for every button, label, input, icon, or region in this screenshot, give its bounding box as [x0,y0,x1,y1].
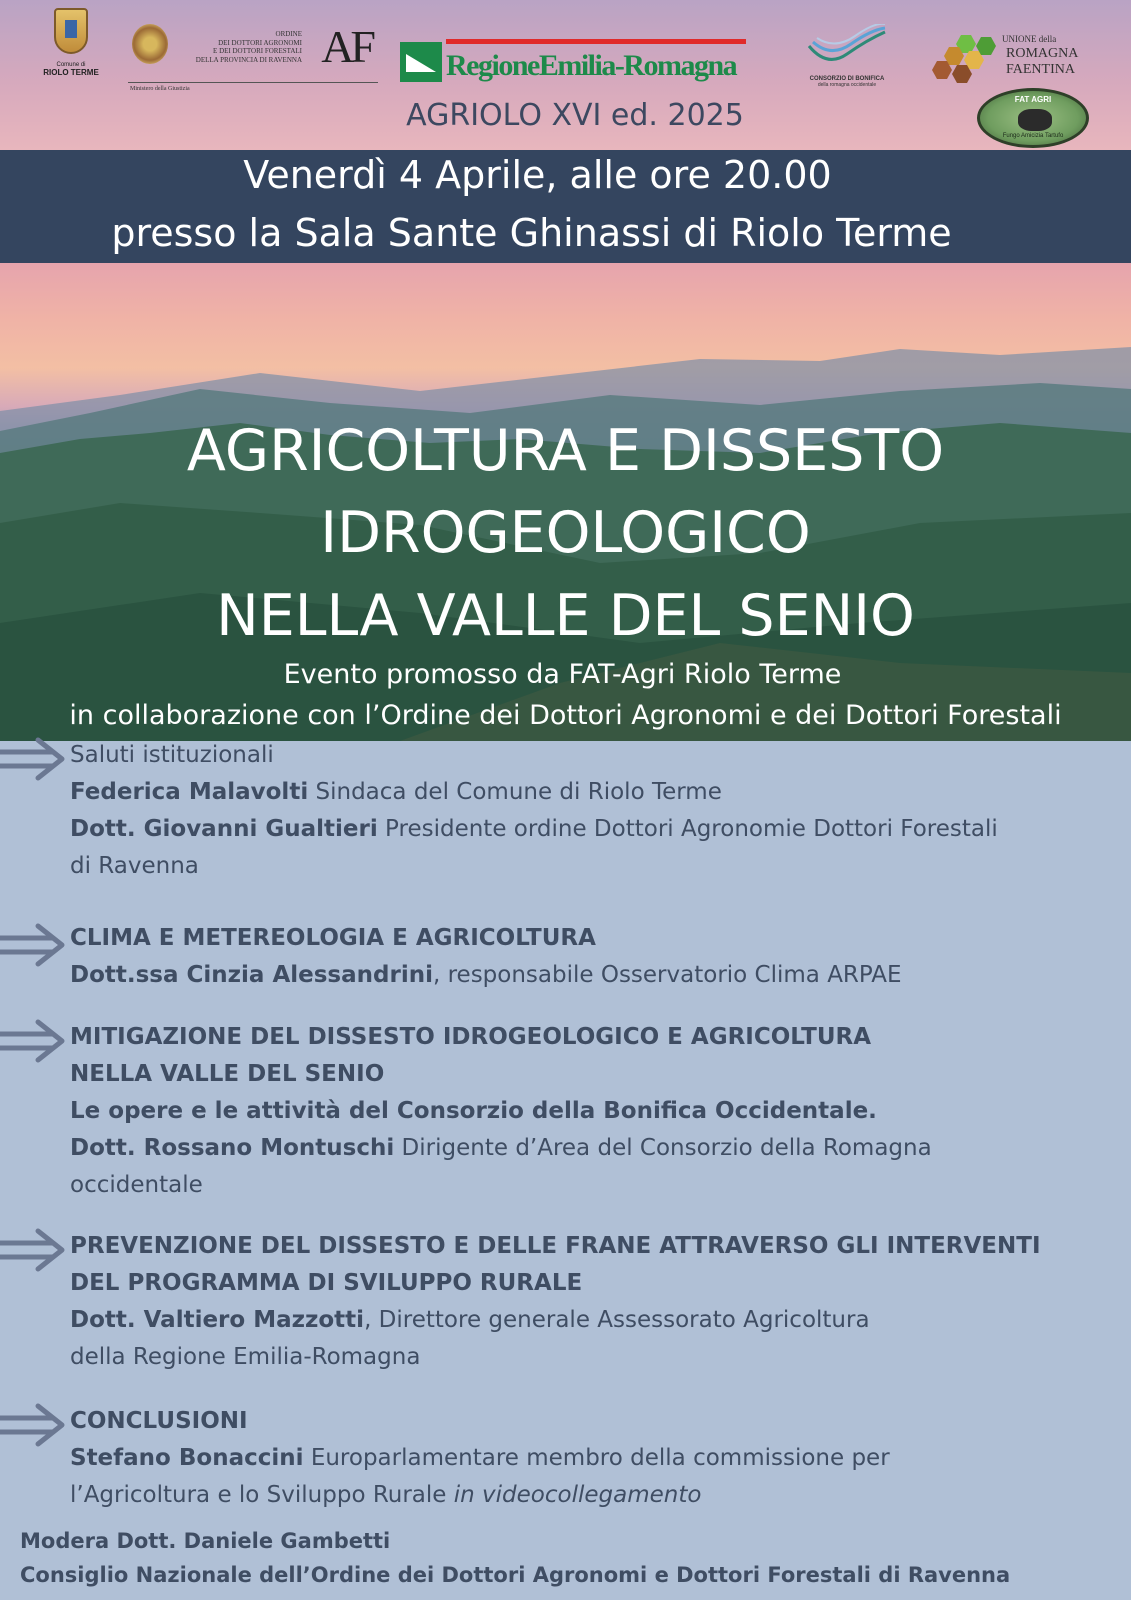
hero-title-line2: IDROGEOLOGICO [320,500,811,566]
speaker-name: Stefano Bonaccini [70,1445,304,1471]
regione-name: RegioneEmilia-Romagna [446,49,737,82]
hero-subtitle-line1: Evento promosso da FAT-Agri Riolo Terme [283,659,842,690]
arrow-right-icon [0,923,66,967]
speaker-name: Dott. Rossano Montuschi [70,1135,395,1161]
speaker-name: Dott. Giovanni Gualtieri [70,816,378,842]
program-section [0,741,1131,1600]
speaker-role: Sindaca del Comune di Riolo Terme [308,779,722,805]
moderator-affiliation: Consiglio Nazionale dell’Ordine dei Dottori Agronomi e Dottori Forestali di Ravenna [20,1563,1011,1587]
arrow-right-icon [0,737,66,781]
consorzio-line1: CONSORZIO DI BONIFICA [809,76,885,82]
speaker-role: Dirigente d’Area del Consorzio della Romagna [394,1135,932,1161]
mitigazione-block [70,1019,932,1204]
logo-divider [128,82,378,83]
speaker-name: Dott. Valtiero Mazzotti [70,1307,365,1333]
remote-note: in videocollegamento [453,1482,702,1508]
fat-agri-top-text: FAT AGRI [1014,95,1052,104]
session-heading: PREVENZIONE DEL DISSESTO E DELLE FRANE ATTRAVERSO GLI INTERVENTI [70,1233,1041,1259]
regione-emilia-romagna-logo [400,39,748,89]
riolo-logo-line2: RIOLO TERME [43,68,99,77]
speaker-role: , Direttore generale Assessorato Agricoltura [364,1307,870,1333]
session-heading-cont: NELLA VALLE DEL SENIO [70,1061,385,1087]
session-heading-cont: DEL PROGRAMMA DI SVILUPPO RURALE [70,1270,583,1296]
speaker-role-cont: l’Agricoltura e lo Sviluppo Rurale [70,1482,454,1508]
speaker-role-cont: della Regione Emilia-Romagna [70,1344,421,1370]
event-date: Venerdì 4 Aprile, alle ore 20.00 [243,153,832,197]
hero-subtitle-line2: in collaborazione con l’Ordine dei Dottori Agronomi e dei Dottori Forestali [69,700,1062,731]
hero-title-line3: NELLA VALLE DEL SENIO [216,583,915,649]
fat-agri-bottom-text: Fungo Amicizia Tartufo [1002,133,1064,139]
consorzio-line2: della romagna occidentale [817,82,877,88]
waves-icon [807,24,887,76]
saluti-heading: Saluti istituzionali [70,742,274,768]
regione-flag-icon [400,42,442,82]
unione-line2: ROMAGNA [1006,46,1079,61]
riolo-terme-logo [40,8,102,94]
unione-line3: FAENTINA [1006,62,1075,77]
ministry-caption: Ministero della Giustizia [130,86,190,92]
prevenzione-block [70,1228,1041,1376]
header [0,0,1131,150]
consorzio-bonifica-logo [792,24,902,104]
moderator-line: Modera Dott. Daniele Gambetti [20,1529,391,1553]
session-subtitle: Le opere e le attività del Consorzio della Bonifica Occidentale. [70,1098,877,1124]
hero-title-line1: AGRICOLTURA E DISSESTO [186,418,945,484]
session-heading: CONCLUSIONI [70,1408,248,1434]
ordine-agronomi-logo [128,21,378,94]
date-venue-band [0,150,1131,263]
arrow-right-icon [0,1019,66,1063]
af-monogram: AF [321,21,372,72]
conclusioni-block [70,1403,890,1514]
unione-line1: UNIONE della [1002,34,1057,44]
session-heading: MITIGAZIONE DEL DISSESTO IDROGEOLOGICO E AGRICOLTURA [70,1024,872,1050]
clima-block [70,920,902,994]
speaker-role-cont: di Ravenna [70,853,199,879]
session-heading: CLIMA E METEREOLOGIA E AGRICOLTURA [70,925,596,951]
arrow-right-icon [0,1228,66,1272]
speaker-name: Dott.ssa Cinzia Alessandrini [70,962,433,988]
red-stripe [446,39,746,44]
saluti-block [70,737,998,885]
ordine-logo-text: ORDINE DEI DOTTORI AGRONOMI E DEI DOTTORI FORESTALI DELLA PROVINCIA DI RAVENNA [195,30,302,64]
speaker-role-cont: occidentale [70,1172,203,1198]
speaker-role: , responsabile Osservatorio Clima ARPAE [432,962,902,988]
event-venue: presso la Sala Sante Ghinassi di Riolo Terme [111,211,952,255]
arrow-right-icon [0,1403,66,1447]
speaker-name: Federica Malavolti [70,779,309,805]
hero-landscape [0,263,1131,741]
edition-title: AGRIOLO XVI ed. 2025 [406,98,744,133]
speaker-role: Europarlamentare membro della commissione per [303,1445,890,1471]
riolo-logo-line1: Comune di [56,62,86,68]
crest-icon [54,8,88,54]
unione-romagna-faentina-logo [930,30,1090,92]
speaker-role: Presidente ordine Dottori Agronomie Dottori Forestali [377,816,998,842]
